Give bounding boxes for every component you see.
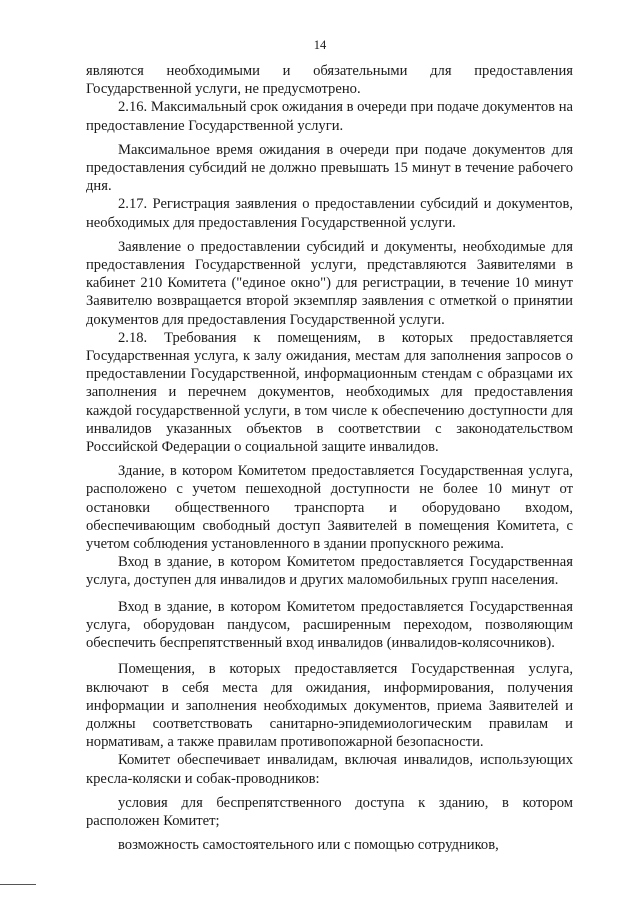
paragraph: возможность самостоятельного или с помощью сотрудников, <box>118 837 499 854</box>
paragraph: Комитет обеспечивает инвалидам, включая инвалидов, использующих кресла-коляски и собак-проводников: <box>86 752 573 787</box>
paragraph: Помещения, в которых предоставляется Государственная услуга, включают в себя места для ожидания, информирования, получения информации и заполнения необходимых документов, приема Заявителей и должны соответствовать санитарно-эпидемиологическим правилам и нормативам, а также правилам противопожарной безопасности. <box>86 661 573 751</box>
paragraph: условия для беспрепятственного доступа к зданию, в котором расположен Комитет; <box>86 794 573 829</box>
page-number: 14 <box>313 38 327 52</box>
paragraph: Вход в здание, в котором Комитетом предоставляется Государственная услуга, оборудован пандусом, расширенным переходом, позволяющим обеспечить беспрепятственный вход инвалидов (инвалидов-колясочников). <box>86 598 573 652</box>
paragraph: 2.16. Максимальный срок ожидания в очереди при подаче документов на предоставление Государственной услуги. <box>86 99 573 134</box>
paragraph: 2.18. Требования к помещениям, в которых предоставляется Государственная услуга, к залу ожидания, местам для заполнения запросов о предоставлении Государственной, информационным стендам с образцами их заполнения и перечнем документов, необходимых для предоставления каждой государственной услуги, в том числе к обеспечению доступности для инвалидов указанных объектов в соответствии с законодательством Российской Федерации о социальной защите инвалидов. <box>86 329 573 456</box>
paragraph: Заявление о предоставлении субсидий и документы, необходимые для предоставления Государственной услуги, представляются Заявителями в кабинет 210 Комитета ("единое окно") для регистрации, в течение 10 минут Заявителю возвращается второй экземпляр заявления с отметкой о принятии документов для предоставления Государственной услуги. <box>86 238 573 328</box>
paragraph: являются необходимыми и обязательными для предоставления Государственной услуги, не предусмотрено. <box>86 63 573 98</box>
paragraph: 2.17. Регистрация заявления о предоставлении субсидий и документов, необходимых для предоставления Государственной услуги. <box>86 196 573 231</box>
scan-edge-line <box>0 884 36 885</box>
paragraph: Максимальное время ожидания в очереди при подаче документов для предоставления субсидий не должно превышать 15 минут в течение рабочего дня. <box>86 141 573 195</box>
paragraph: Здание, в котором Комитетом предоставляется Государственная услуга, расположено с учетом пешеходной доступности не более 10 минут от остановки общественного транспорта и оборудовано входом, обеспечивающим свободный доступ Заявителей в помещения Комитета, с учетом соблюдения установленного в здании пропускного режима. <box>86 463 573 553</box>
document-body <box>86 62 573 854</box>
paragraph: Вход в здание, в котором Комитетом предоставляется Государственная услуга, доступен для инвалидов и других маломобильных групп населения. <box>86 554 573 589</box>
